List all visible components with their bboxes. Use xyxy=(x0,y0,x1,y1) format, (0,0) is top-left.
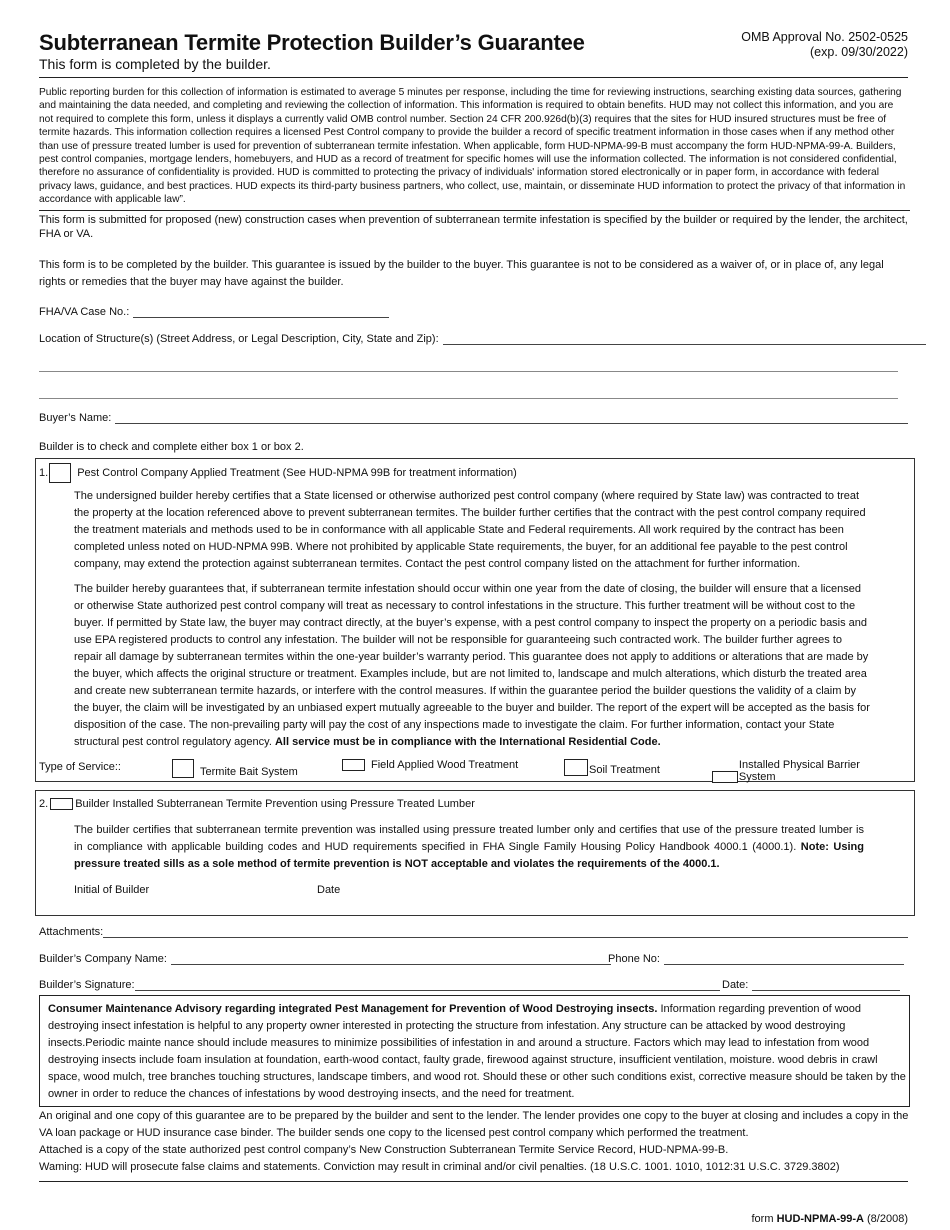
phone-label: Phone No: xyxy=(608,953,660,965)
service-wood-treatment-label: Field Applied Wood Treatment xyxy=(371,759,519,771)
footer-divider xyxy=(39,1181,908,1182)
service-physical-barrier-checkbox[interactable] xyxy=(712,771,738,783)
form-identifier xyxy=(752,1213,909,1225)
company-name-input[interactable] xyxy=(171,953,611,965)
signature-date-input[interactable] xyxy=(752,979,900,991)
service-soil-treatment-checkbox[interactable] xyxy=(564,759,588,776)
form-title: Subterranean Termite Protection Builder’s Guarantee xyxy=(39,30,585,55)
form-subtitle: This form is completed by the builder. xyxy=(39,56,271,72)
service-soil-treatment[interactable] xyxy=(564,759,660,776)
box-2-header xyxy=(39,798,475,810)
type-of-service-label: Type of Service:: xyxy=(39,761,121,773)
box-1-checkbox[interactable] xyxy=(49,463,71,483)
phone-field[interactable] xyxy=(608,953,904,965)
box-1-section xyxy=(35,458,915,782)
omb-expiration: (exp. 09/30/2022) xyxy=(810,45,908,59)
location-field[interactable] xyxy=(39,333,926,345)
location-line-3[interactable] xyxy=(39,398,898,399)
burden-divider xyxy=(39,210,910,211)
signature-label: Builder’s Signature: xyxy=(39,979,135,991)
case-number-label: FHA/VA Case No.: xyxy=(39,306,130,318)
instruction-text: Builder is to check and complete either box 1 or box 2. xyxy=(39,441,304,453)
footer-attachment-text: Attached is a copy of the state authorized pest control company’s New Construction Subterranean Termite Service Record, HUD-NPMA-99-B. xyxy=(39,1144,729,1156)
signature-field[interactable] xyxy=(39,979,720,991)
service-termite-bait[interactable] xyxy=(172,759,298,778)
company-name-label: Builder’s Company Name: xyxy=(39,953,167,965)
service-physical-barrier-label: Installed Physical Barrier System xyxy=(738,759,860,783)
box-2-heading: Builder Installed Subterranean Termite Prevention using Pressure Treated Lumber xyxy=(75,798,475,810)
location-label: Location of Structure(s) (Street Address, or Legal Description, City, State and Zip): xyxy=(39,333,439,345)
consumer-advisory-text xyxy=(48,1001,906,1103)
service-wood-treatment[interactable] xyxy=(342,759,518,771)
service-physical-barrier[interactable] xyxy=(712,759,899,783)
signature-input[interactable] xyxy=(135,979,720,991)
company-name-field[interactable] xyxy=(39,953,611,965)
attachments-input[interactable] xyxy=(103,926,908,938)
signature-date-field[interactable] xyxy=(722,979,900,991)
box-1-number: 1. xyxy=(39,467,49,479)
box-2-note: Note: Using pressure treated sills as a sole method of termite prevention is NOT acceptable and violates the requirements of the 4000.1. xyxy=(74,841,864,870)
buyer-name-field[interactable] xyxy=(39,412,908,424)
advisory-body: Information regarding prevention of wood destroying insect infestation is helpful to any property owner interested in protecting the structure from infestation. Any structure can be attacked by wood destroying insects.Periodic mainte nance should include measures to minimize possibilities of infestation in and around a structure. Factors which may lead to infestation from wood destroying insects include foam insulation at foundation, earth-wood contact, faulty grade, firewood against structure, insufficient ventilation, moisture. wood debris in crawl space, wood mulch, tree branches touching structures, landscape timbers, and wood rot. Should these or other such conditions exist, corrective measure should be taken by the owner in order to reduce the chances of infestations by wood destroying insects, and the need for treatment. xyxy=(48,1003,906,1100)
box-2-checkbox[interactable] xyxy=(50,798,73,810)
footer-warning-text: Waming: HUD will prosecute false claims and statements. Conviction may result in criminal and/or civil penalties. (18 U.S.C. 1001. 1010, 1012:31 U.S.C. 3729.3802) xyxy=(39,1161,840,1173)
phone-input[interactable] xyxy=(664,953,904,965)
service-termite-bait-checkbox[interactable] xyxy=(172,759,194,778)
box-2-section xyxy=(35,790,915,916)
buyer-name-label: Buyer’s Name: xyxy=(39,412,112,424)
box-1-header xyxy=(39,463,517,483)
advisory-heading: Consumer Maintenance Advisory regarding integrated Pest Management for Prevention of Wood Destroying insects. xyxy=(48,1003,658,1015)
service-termite-bait-label: Termite Bait System xyxy=(200,766,298,778)
case-number-input[interactable] xyxy=(133,306,389,318)
box-2-paragraph xyxy=(74,822,864,873)
form-prefix: form xyxy=(751,1213,774,1225)
service-soil-treatment-label: Soil Treatment xyxy=(589,764,660,776)
form-date: (8/2008) xyxy=(867,1213,908,1225)
footer-distribution-text: An original and one copy of this guarantee are to be prepared by the builder and sent to the lender. The lender provides one copy to the buyer at closing and includes a copy in the VA loan package or HUD insurance case binder. The builder sends one copy to the licensed pest control company which performed the treatment. xyxy=(39,1110,909,1139)
initial-of-builder-label[interactable]: Initial of Builder xyxy=(74,884,150,896)
consumer-advisory-box xyxy=(39,995,910,1107)
location-line-2[interactable] xyxy=(39,371,898,372)
box-1-paragraph-2 xyxy=(74,581,870,751)
intro-paragraph-2: This form is to be completed by the builder. This guarantee is issued by the builder to the buyer. This guarantee is not to be considered as a waiver of, or in place of, any legal rights or remedies that the buyer may have against the builder. xyxy=(39,259,884,288)
type-of-service-row xyxy=(39,759,899,783)
box-2-date-label[interactable]: Date xyxy=(317,884,341,896)
omb-number: OMB Approval No. 2502-0525 xyxy=(741,30,908,44)
attachments-field[interactable] xyxy=(39,926,908,938)
signature-date-label: Date: xyxy=(722,979,749,991)
box-1-paragraph-1: The undersigned builder hereby certifies that a State licensed or otherwise authorized pest control company (where required by State law) was contracted to treat the property at the location referenced above to prevent subterranean termites. The builder further certifies that the contract with the pest control company required the treatment materials and methods used to be in conformance with all applicable State and Federal requirements. All work required by the contract has been completed unless noted on HUD-NPMA 99B. Where not prohibited by applicable State requirements, the buyer, for an additional fee payable to the pest control company, may extend the protection against subterranean termites. Contact the pest control company listed on the attachment for further information. xyxy=(74,490,866,570)
form-id: HUD-NPMA-99-A xyxy=(776,1213,864,1225)
location-input[interactable] xyxy=(443,333,926,345)
buyer-name-input[interactable] xyxy=(115,412,908,424)
box-1-compliance-note: All service must be in compliance with the International Residential Code. xyxy=(274,736,661,748)
attachments-label: Attachments: xyxy=(39,926,104,938)
burden-statement: Public reporting burden for this collection of information is estimated to average 5 minutes per response, including the time for reviewing instructions, searching existing data sources, gathering and maintaining the data needed, and completing and reviewing the collection of information. This information is required to obtain benefits. HUD may not collect this information, and you are not required to complete this form, unless it displays a currently valid OMB control number. Section 24 CFR 200.926d(b)(3) requires that the sites for HUD insured structures must be free of termite hazards. This information collection requires a licensed Pest Control company to provide the builder a record of specific treatment information in those cases when if any method other than use of pressure treated lumber is used for prevention of subterranean termite infestation. When applicable, form HUD-NPMA-99-B must accompany the form HUD-NPMA-99-A. Builders, pest control companies, mortgage lenders, homebuyers, and HUD as a record of treatment for specific homes will use the information collected. The information is not considered confidential, therefore no assurance of confidentiality is provided. HUD is committed to protecting the privacy of individuals' information stored electronically or in paper form, in accordance with federal privacy laws, guidance, and best practices. HUD expects its third-party business partners, who collect, use, maintain, or disseminate HUD information to protect the privacy of that information in accordance with applicable law”. xyxy=(39,87,906,206)
case-number-field[interactable] xyxy=(39,306,389,318)
box-2-number: 2. xyxy=(39,798,49,810)
omb-approval xyxy=(741,30,908,60)
box-1-guarantee-text: The builder hereby guarantees that, if subterranean termite infestation should occur within one year from the date of closing, the builder will ensure that a licensed or otherwise State authorized pest control company will treat as necessary to control infestations in the structure. This further treatment will be without cost to the buyer. If permitted by State law, the buyer may contract directly, at the buyer’s expense, with a pest control company to inspect the property on a periodic basis and use EPA registered products to control any infestation. The builder will not be responsible for guaranteeing such contracted work. The builder further agrees to repair all damage by subterranean termites within the one-year builder’s warranty period. This guarantee does not apply to additions or alterations that are made by the buyer, which affects the original structure or treatment. Examples include, but are not limited to, landscape and mulch alterations, which disturb the treated area and create new subterranean termite hazards, or interfere with the control measures. If within the guarantee period the builder questions the validity of a claim by the buyer, the claim will be investigated by an unbiased expert mutually agreeable to the buyer and builder. The report of the expert will be accepted as the basis for disposition of the case. The non-prevailing party will pay the cost of any inspections made to investigate the claim. For further information, contact your State structural pest control regulatory agency. xyxy=(74,583,870,748)
header-divider xyxy=(39,77,908,78)
box-2-certification-text: The builder certifies that subterranean termite prevention was installed using pressure treated lumber only and certifies that use of the pressure treated lumber is in compliance with applicable building codes and HUD requirements specified in FHA Single Family Housing Policy Handbook 4000.1 (4000.1). xyxy=(74,824,864,853)
service-wood-treatment-checkbox[interactable] xyxy=(342,759,365,771)
intro-paragraph-1: This form is submitted for proposed (new) construction cases when prevention of subterranean termite infestation is specified by the builder or required by the lender, the architect, FHA or VA. xyxy=(39,214,908,240)
box-1-heading: Pest Control Company Applied Treatment (See HUD-NPMA 99B for treatment information) xyxy=(77,467,517,479)
